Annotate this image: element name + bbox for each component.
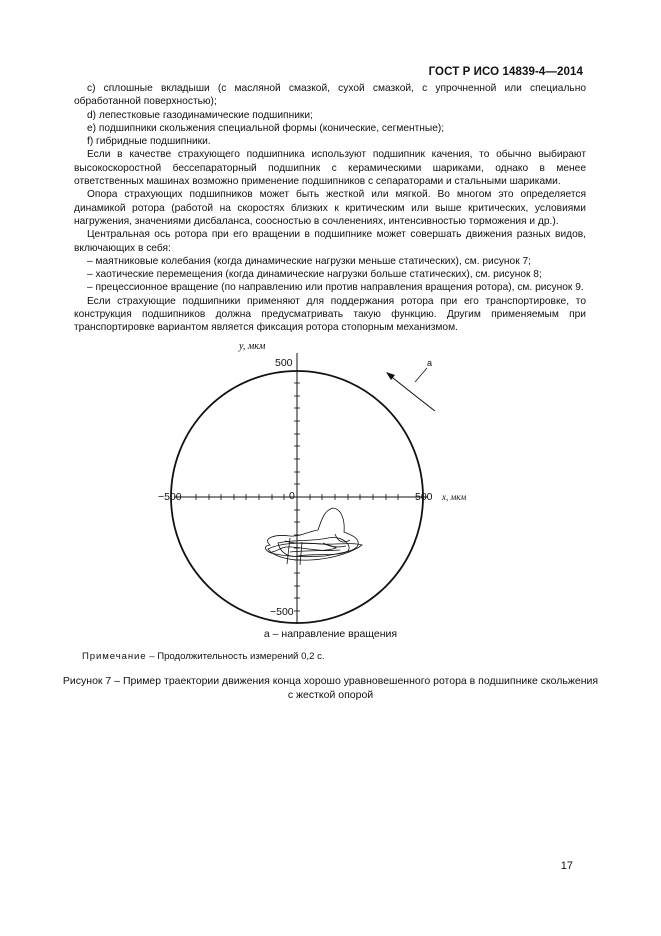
rotor-orbit-trace <box>265 508 362 565</box>
list-item: – маятниковые колебания (когда динамические нагрузки меньше статических), см. рисунок 7; <box>87 255 531 267</box>
paragraph: Если в качестве страхующего подшипника используют подшипник качения, то обычно выбирают высокоскоростной бессепараторный подшипник с керамическими шариками, однако в менее ответственных машинах возможно применение подшипников с сепараторами и стальными шариками. <box>74 149 586 188</box>
figure-note <box>82 651 325 662</box>
document-header: ГОСТ Р ИСО 14839-4—2014 <box>428 66 583 78</box>
body-text <box>74 82 586 335</box>
list-item: e) подшипники скольжения специальной формы (конические, сегментные); <box>87 122 445 134</box>
x-tick-label-right: 500 <box>415 491 433 503</box>
paragraph: Центральная ось ротора при его вращении в подшипнике может совершать движения разных видов, включающих в себя: <box>74 229 586 254</box>
y-tick-label-top: 500 <box>275 357 293 369</box>
note-label: Примечание <box>82 651 147 662</box>
page-number: 17 <box>560 860 573 872</box>
x-tick-label-left: −500 <box>158 491 182 503</box>
legend-a: а – направление вращения <box>263 628 398 640</box>
list-item: d) лепестковые газодинамические подшипники; <box>87 109 313 121</box>
y-tick-label-bottom: −500 <box>270 606 294 618</box>
list-item: – хаотические перемещения (когда динамические нагрузки больше статических), см. рисунок 8; <box>87 269 542 281</box>
figure-caption: Рисунок 7 – Пример траектории движения конца хорошо уравновешенного ротора в подшипнике скольжения с жесткой опорой <box>62 675 599 701</box>
rotation-arc <box>388 374 435 411</box>
origin-label: 0 <box>289 490 295 502</box>
paragraph: Если страхующие подшипники применяют для поддержания ротора при его транспортировке, то конструкция подшипников должна предусматривать такую функцию. Другим применяемым при транспортировке вариантом является фиксация ротора стопорным механизмом. <box>74 295 586 334</box>
orbit-plot <box>150 338 467 628</box>
list-item: – прецессионное вращение (по направлению или против направления вращения ротора), см. рисунок 9. <box>87 282 584 294</box>
paragraph: Опора страхующих подшипников может быть жесткой или мягкой. Во многом это определяется динамикой ротора (работой на скоростях близких к критическим или выше критических, условиями нагружения, значениями дисбаланса, соосностью в сочленениях, интенсивностью торможения и др.). <box>74 189 586 227</box>
arrow-label: a <box>427 358 433 368</box>
orbit-figure <box>150 338 467 628</box>
x-axis-label: x, мкм <box>442 492 467 502</box>
y-axis-label: y, мкм <box>239 341 266 352</box>
paragraph: c) сплошные вкладыши (с масляной смазкой, сухой смазкой, с упрочненной или специально обработанной поверхностью); <box>74 83 586 108</box>
list-item: f) гибридные подшипники. <box>87 136 211 148</box>
note-text: – Продолжительность измерений 0,2 с. <box>146 651 325 662</box>
arrow-leader-line <box>415 368 427 382</box>
